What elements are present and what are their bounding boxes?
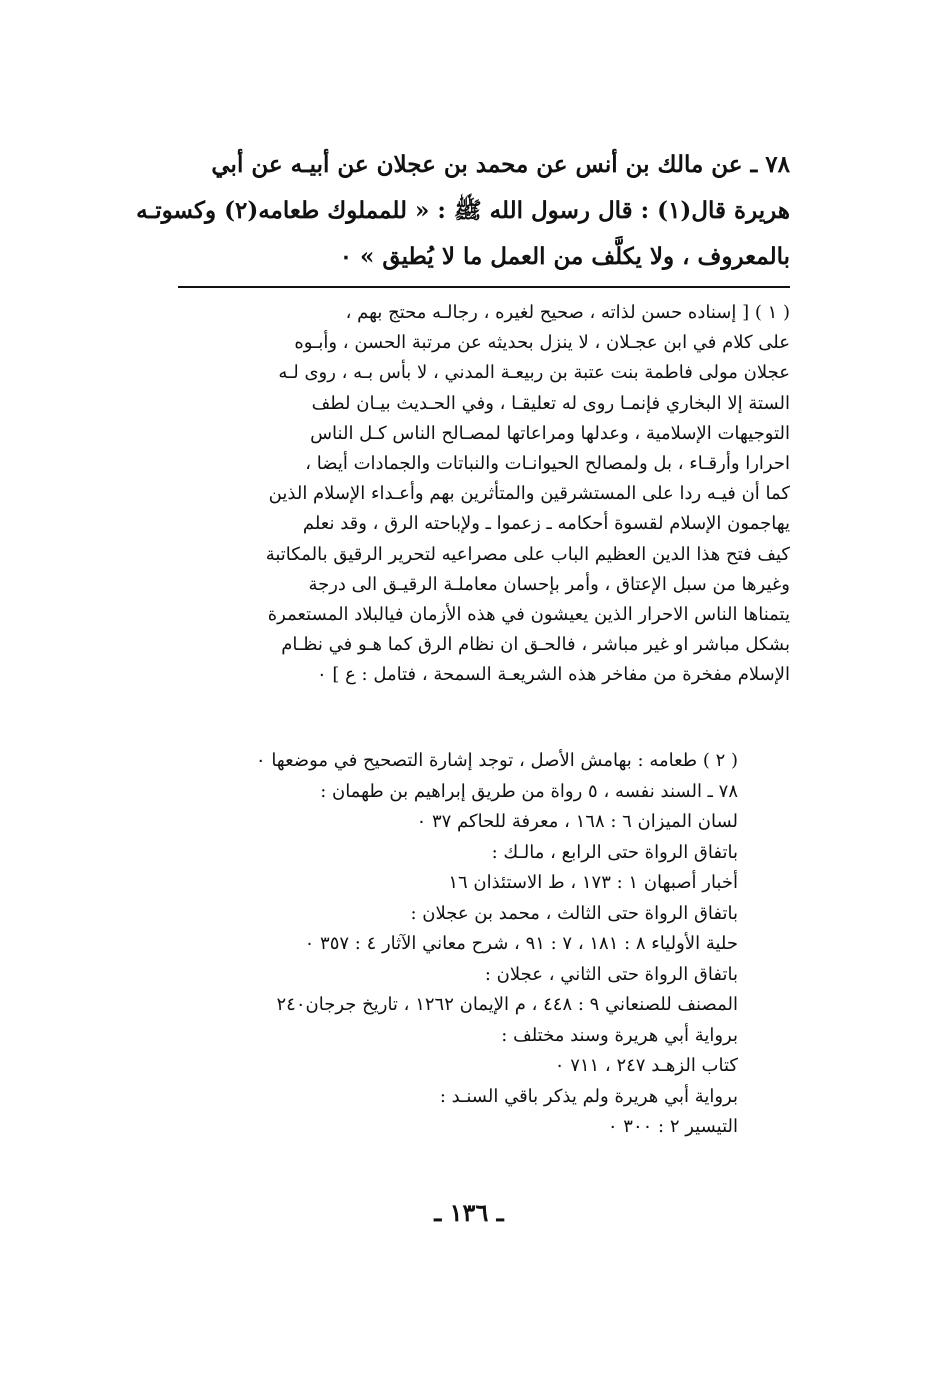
- footnote-line: برواية أبي هريرة ولم يذكر باقي السنـد :: [439, 1085, 738, 1107]
- footnote-line: كيف فتح هذا الدين العظيم الباب على مصراعيه لتحرير الرقيق بالمكاتبة: [265, 543, 790, 565]
- footnote-line: احرارا وأرقـاء ، بل ولمصالح الحيوانـات والنباتات والجمادات أيضا ،: [305, 453, 790, 475]
- footnote-line: أخبار أصبهان ١ : ١٧٣ ، ط الاستئذان ١٦: [448, 872, 738, 893]
- footnote-2: [148, 746, 738, 1143]
- hadith-line: بالمعروف ، ولا يكلَّف من العمل ما لا يُطيق » ٠: [339, 243, 790, 270]
- footnote-line: الستة إلا البخاري فإنمـا روى له تعليقـا ، وفي الحـديث بيـان لطف: [311, 392, 790, 414]
- footnote-line: يهاجمون الإسلام لقسوة أحكامه ـ زعموا ـ ولإباحته الرق ، وقد نعلم: [302, 513, 790, 535]
- footnote-line: باتفاق الرواة حتى الرابع ، مالـك :: [491, 841, 738, 863]
- footnote-separator: [178, 286, 790, 288]
- footnote-line: برواية أبي هريرة وسند مختلف :: [501, 1024, 738, 1046]
- footnote-1: [150, 298, 790, 691]
- footnote-line: الإسلام مفخرة من مفاخر هذه الشريعـة السمحة ، فتامل : ع ] ٠: [316, 664, 790, 686]
- footnote-line: باتفاق الرواة حتى الثاني ، عجلان :: [484, 963, 738, 985]
- footnote-line: عجلان مولى فاطمة بنت عتبة بن ربيعـة المدني ، لا بأس بـه ، روى لـه: [278, 362, 790, 384]
- footnote-line: على كلام في ابن عجـلان ، لا ينزل بحديثه عن مرتبة الحسن ، وأبـوه: [294, 332, 790, 354]
- footnote-line: بشكل مباشر او غير مباشر ، فالحـق ان نظام الرق كما هـو في نظـام: [281, 634, 790, 656]
- footnote-line: وغيرها من سبل الإعتاق ، وأمر بإحسان معاملـة الرقيـق الى درجة: [308, 573, 790, 595]
- footnote-line: التوجيهات الإسلامية ، وعدلها ومراعاتها لمصـالح الناس كـل الناس: [310, 422, 790, 444]
- footnote-line: حلية الأولياء ٨ : ١٨١ ، ٧ : ٩١ ، شرح معاني الآثار ٤ : ٣٥٧ ٠: [304, 933, 738, 954]
- footnote-line: التيسير ٢ : ٣٠٠ ٠: [607, 1116, 738, 1137]
- footnote-line: ٧٨ ـ السند نفسه ، ٥ رواة من طريق إبراهيم بن طهمان :: [320, 780, 738, 802]
- footnote-line: كتاب الزهـد ٢٤٧ ، ٧١١ ٠: [554, 1055, 738, 1076]
- footnote-line: المصنف للصنعاني ٩ : ٤٤٨ ، م الإيمان ١٢٦٢ ، تاريخ جرجان٢٤٠: [276, 994, 738, 1015]
- footnote-line: لسان الميزان ٦ : ١٦٨ ، معرفة للحاكم ٣٧ ٠: [416, 811, 738, 832]
- footnote-line: ( ١ ) [ إسناده حسن لذاته ، صحيح لغيره ، رجالـه محتج بهم ،: [345, 302, 790, 323]
- footnote-line: كما أن فيـه ردا على المستشرقين والمتأثرين بهم وأعـداء الإسلام الذين: [268, 483, 790, 505]
- footnote-line: يتمناها الناس الاحرار الذين يعيشون في هذه الأزمان فيالبلاد المستعمرة: [267, 604, 790, 626]
- hadith-text: [136, 142, 790, 280]
- footnote-line: ( ٢ ) طعامه : بهامش الأصل ، توجد إشارة التصحيح في موضعها ٠: [255, 750, 738, 771]
- hadith-line: ٧٨ ـ عن مالك بن أنس عن محمد بن عجلان عن أبيـه عن أبي: [211, 151, 790, 178]
- footnote-line: باتفاق الرواة حتى الثالث ، محمد بن عجلان :: [410, 902, 738, 924]
- page-number: ـ ١٣٦ ـ: [434, 1198, 504, 1227]
- hadith-line: هريرة قال(١) : قال رسول الله ﷺ : « للمملوك طعامه(٢) وكسوتـه: [136, 197, 790, 224]
